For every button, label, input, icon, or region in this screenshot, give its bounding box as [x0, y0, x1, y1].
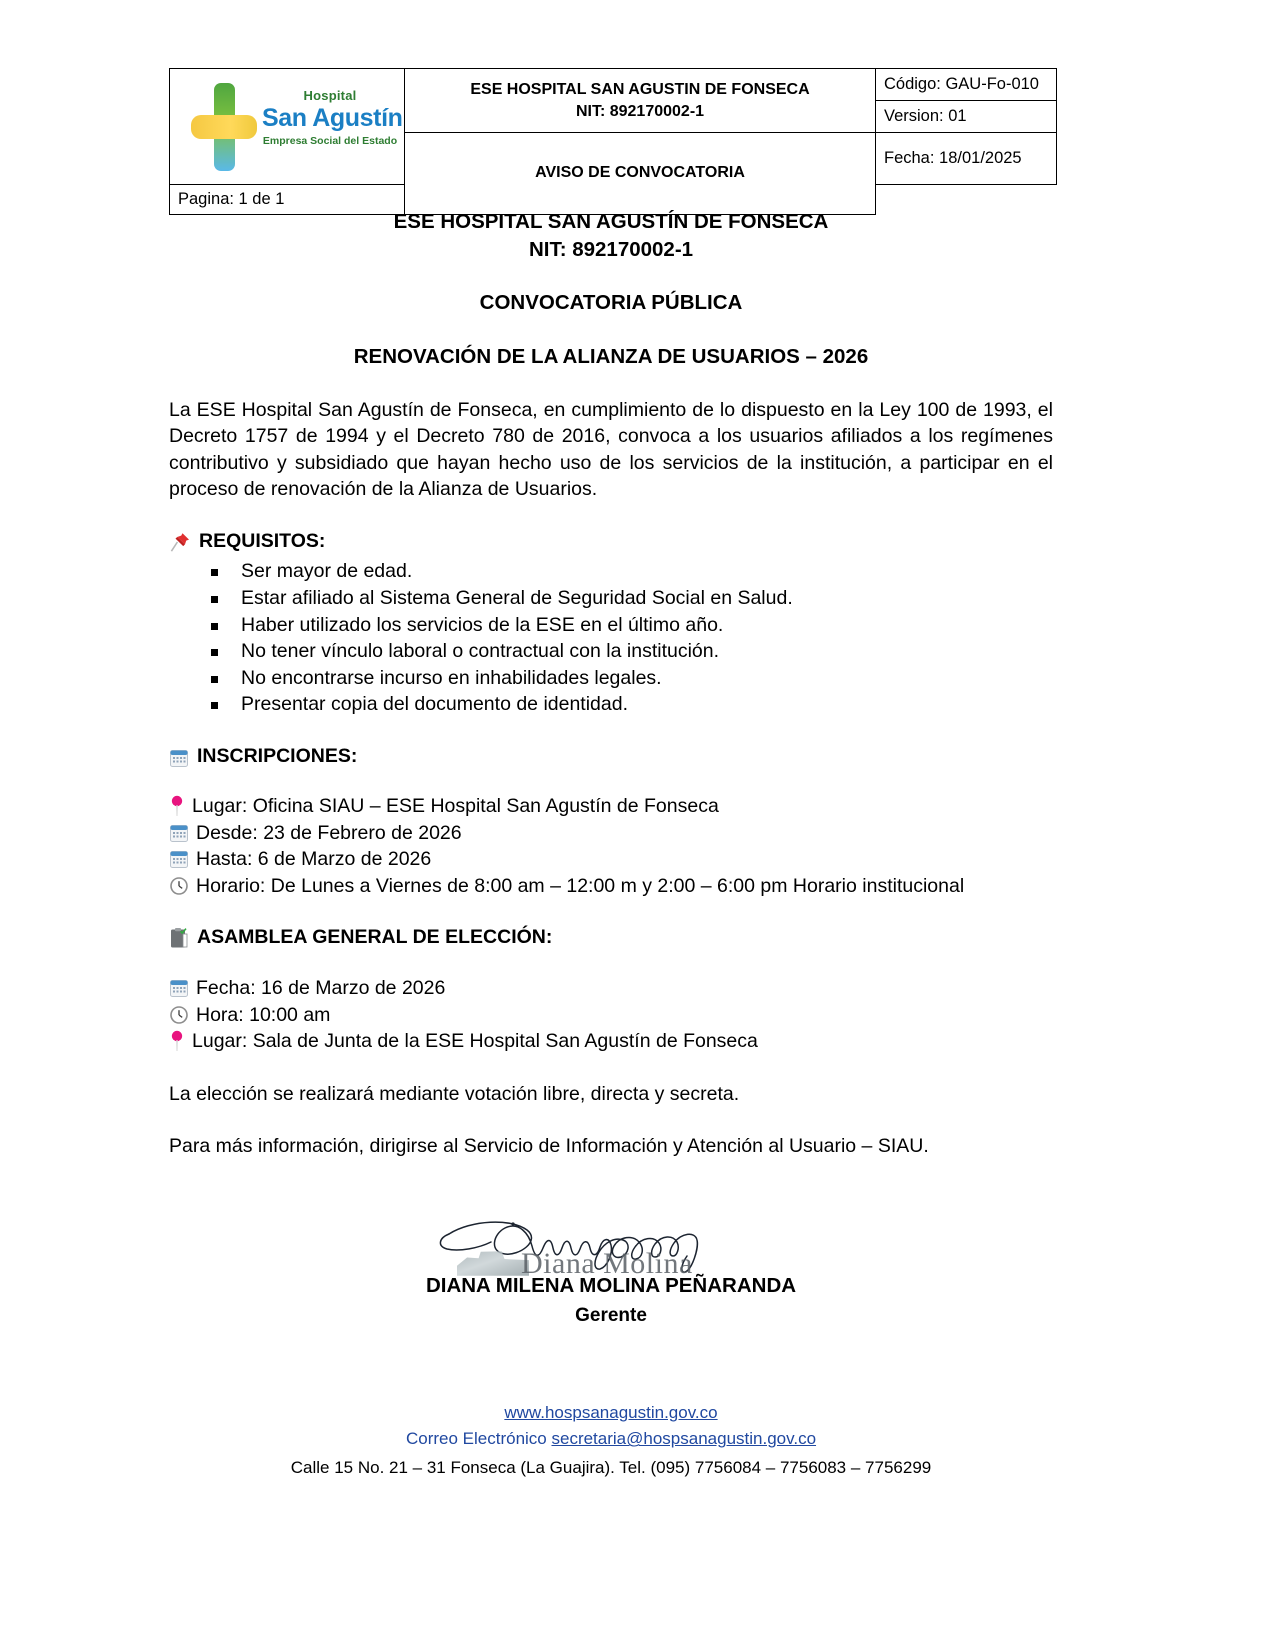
header-doctype: AVISO DE CONVOCATORIA	[535, 164, 745, 182]
inscripciones-desde-row	[169, 820, 1053, 847]
asamblea-fecha-row	[169, 975, 1053, 1002]
list-item: No encontrarse incurso en inhabilidades legales.	[211, 665, 1053, 692]
header-org-name: ESE HOSPITAL SAN AGUSTIN DE FONSECA	[470, 81, 810, 98]
logo-cell	[170, 69, 405, 185]
header-pagina: Pagina: 1 de 1	[170, 185, 405, 215]
list-item: Estar afiliado al Sistema General de Seguridad Social en Salud.	[211, 585, 1053, 612]
header-org-block	[405, 69, 875, 132]
asamblea-fecha: Fecha: 16 de Marzo de 2026	[196, 977, 446, 1000]
calendar-icon	[169, 748, 189, 768]
document-title-block	[169, 208, 1053, 371]
inscripciones-desde: Desde: 23 de Febrero de 2026	[196, 821, 462, 844]
inscripciones-lugar-row	[169, 793, 1053, 820]
clipboard-check-icon	[169, 927, 189, 949]
footer-website-row	[169, 1400, 1053, 1426]
list-item: Ser mayor de edad.	[211, 558, 1053, 585]
header-org-nit: NIT: 892170002-1	[575, 102, 705, 120]
location-pin-icon	[169, 795, 185, 817]
inscripciones-heading-row	[169, 744, 1053, 770]
location-pin-icon	[169, 1030, 185, 1052]
document-header-table	[169, 68, 1057, 215]
clock-icon	[169, 1005, 189, 1025]
logo-line-tagline: Empresa Social del Estado	[262, 135, 398, 148]
title-line-2: NIT: 892170002-1	[528, 237, 694, 261]
document-footer	[169, 1400, 1053, 1481]
logo-wordmark	[262, 87, 403, 149]
signer-role: Gerente	[575, 1304, 647, 1326]
pushpin-icon	[169, 531, 191, 553]
cross-logo-icon	[188, 81, 260, 173]
inscripciones-horario-row	[169, 873, 1053, 900]
asamblea-lugar-row	[169, 1028, 1053, 1055]
asamblea-details	[169, 975, 1053, 1055]
asamblea-lugar: Lugar: Sala de Junta de la ESE Hospital San Agustín de Fonseca	[192, 1030, 758, 1053]
closing-line-1: La elección se realizará mediante votación libre, directa y secreta.	[169, 1082, 740, 1105]
inscripciones-hasta: Hasta: 6 de Marzo de 2026	[196, 848, 432, 871]
list-item: Haber utilizado los servicios de la ESE en el último año.	[211, 612, 1053, 639]
header-doctype-cell	[405, 133, 876, 214]
header-version: Version: 01	[876, 101, 1057, 133]
requisitos-heading-row	[169, 529, 1053, 555]
footer-address: Calle 15 No. 21 – 31 Fonseca (La Guajira). Tel. (095) 7756084 – 7756083 – 7756299	[290, 1457, 932, 1477]
list-item: No tener vínculo laboral o contractual con la institución.	[211, 638, 1053, 665]
requisitos-list	[169, 558, 1053, 717]
asamblea-hora: Hora: 10:00 am	[196, 1003, 331, 1026]
header-fecha: Fecha: 18/01/2025	[876, 133, 1057, 185]
logo-line-hospital: Hospital	[303, 88, 357, 103]
signature-block	[169, 1212, 1053, 1328]
requisitos-heading: REQUISITOS:	[199, 529, 326, 552]
footer-email-row	[169, 1426, 1053, 1452]
website-link[interactable]: www.hospsanagustin.gov.co	[504, 1403, 718, 1422]
inscripciones-hasta-row	[169, 846, 1053, 873]
intro-paragraph: La ESE Hospital San Agustín de Fonseca, en cumplimiento de lo dispuesto en la Ley 100 de 1993, el Decreto 1757 de 1994 y el Decreto 780 de 2016, convoca a los usuarios afiliados a los regímenes contributivo y subsidiado que hayan hecho uso de los servicios de la institución, a participar en el proceso de renovación de la Alianza de Usuarios.	[169, 398, 1053, 501]
inscripciones-lugar: Lugar: Oficina SIAU – ESE Hospital San Agustín de Fonseca	[192, 795, 719, 818]
header-codigo: Código: GAU-Fo-010	[876, 69, 1057, 101]
signature-printed-name: Diana Molina	[521, 1246, 693, 1280]
calendar-icon	[169, 823, 189, 843]
title-line-3: CONVOCATORIA PÚBLICA	[479, 291, 743, 315]
calendar-icon	[169, 849, 189, 869]
header-org-cell	[405, 69, 876, 133]
title-line-4: RENOVACIÓN DE LA ALIANZA DE USUARIOS – 2026	[353, 345, 869, 369]
asamblea-heading: ASAMBLEA GENERAL DE ELECCIÓN:	[197, 926, 553, 949]
list-item: Presentar copia del documento de identidad.	[211, 691, 1053, 718]
logo-line-name: San Agustín	[262, 104, 403, 132]
inscripciones-heading: INSCRIPCIONES:	[197, 744, 358, 767]
inscripciones-details	[169, 793, 1053, 899]
signature-image	[401, 1212, 821, 1278]
document-body	[169, 208, 1053, 1328]
hospital-logo	[170, 69, 404, 184]
email-link[interactable]: secretaria@hospsanagustin.gov.co	[551, 1429, 817, 1449]
title-line-1: ESE HOSPITAL SAN AGUSTÍN DE FONSECA	[393, 210, 829, 233]
inscripciones-horario: Horario: De Lunes a Viernes de 8:00 am – 12:00 m y 2:00 – 6:00 pm Horario institucional	[196, 874, 965, 897]
email-label: Correo Electrónico	[405, 1429, 552, 1449]
asamblea-hora-row	[169, 1002, 1053, 1029]
closing-line-2: Para más información, dirigirse al Servicio de Información y Atención al Usuario – SIAU.	[169, 1135, 929, 1158]
signer-name: DIANA MILENA MOLINA PEÑARANDA	[425, 1273, 797, 1297]
calendar-icon	[169, 978, 189, 998]
clock-icon	[169, 876, 189, 896]
asamblea-heading-row	[169, 925, 1053, 951]
